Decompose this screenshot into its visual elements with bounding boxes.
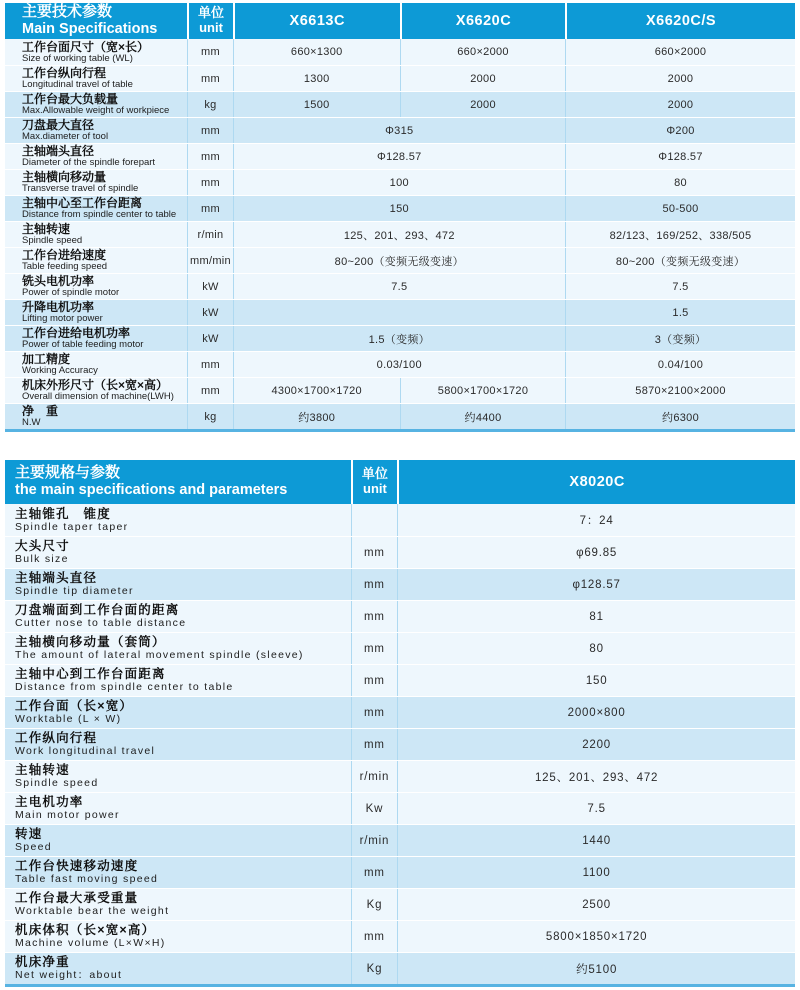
spec-label-en: Speed (15, 841, 52, 853)
unit-cell: r/min (187, 222, 232, 247)
unit-cell: mm (187, 39, 232, 65)
unit-cell: mm (351, 729, 398, 760)
spec-label (5, 697, 351, 728)
spec-label-en: Spindle speed (22, 235, 83, 247)
unit-cell: mm (187, 170, 232, 195)
value-cell-x8020c: 2500 (397, 889, 795, 920)
spec-label-cn: 工作台最大负载量 (22, 92, 119, 107)
value-cell-x8020c: 81 (397, 601, 795, 632)
spec-label-cn: 工作纵向行程 (15, 731, 98, 746)
spec-row (5, 403, 795, 429)
spec-row (5, 247, 795, 273)
spec-label-en: Diameter of the spindle forepart (22, 157, 156, 169)
spec-label-en: Bulk size (15, 553, 69, 565)
table1-title-cn: 主要技术参数 (22, 3, 113, 21)
parameters-table (5, 460, 795, 987)
unit-cell: mm (351, 633, 398, 664)
spec-row (5, 169, 795, 195)
value-cell-x6613c: 约3800 (233, 404, 400, 429)
table2-unit-header-cn: 单位 (361, 466, 388, 482)
spec-label-cn: 升降电机功率 (22, 300, 95, 315)
value-cell-x8020c: 1440 (397, 825, 795, 856)
spec-label-cn: 机床体积（长×宽×高） (15, 923, 156, 938)
value-cell-x6620cs: 80 (565, 170, 795, 195)
spec-row (5, 952, 795, 984)
table1-title (5, 3, 187, 39)
spec-row (5, 221, 795, 247)
spec-label (5, 196, 187, 221)
value-cell-x6620c: 2000 (400, 92, 565, 117)
value-cell-x8020c: 2200 (397, 729, 795, 760)
value-cell-x6613c-x6620c: 125、201、293、472 (233, 222, 566, 247)
spec-label-en: Machine volume (L×W×H) (15, 937, 166, 949)
column-header-x6620cs: X6620C/S (565, 3, 795, 39)
table2-body (5, 504, 795, 984)
spec-row (5, 325, 795, 351)
value-cell-x6620cs: 2000 (565, 66, 795, 91)
unit-cell: kW (187, 326, 232, 351)
spec-label (5, 92, 187, 117)
spec-label (5, 248, 187, 273)
unit-cell: Kg (351, 889, 398, 920)
value-cell-x8020c: φ128.57 (397, 569, 795, 600)
value-cell-x6620cs: 0.04/100 (565, 352, 795, 377)
spec-label-cn: 主轴端头直径 (15, 571, 98, 586)
spec-label (5, 825, 351, 856)
table2-unit-header-en: unit (363, 481, 387, 496)
unit-cell (351, 504, 398, 536)
value-cell-x6620cs: Φ128.57 (565, 144, 795, 169)
spec-label (5, 953, 351, 984)
spec-row (5, 792, 795, 824)
spec-row (5, 91, 795, 117)
value-cell-x6620cs: 2000 (565, 92, 795, 117)
spec-label-cn: 工作台进给电机功率 (22, 326, 131, 341)
value-cell-x8020c: 125、201、293、472 (397, 761, 795, 792)
spec-label-cn: 主轴转速 (22, 222, 71, 237)
spec-label-en: Net weight：about (15, 969, 123, 981)
column-header-x6620c: X6620C (400, 3, 565, 39)
unit-cell: mm (351, 665, 398, 696)
spec-label-en: Cutter nose to table distance (15, 617, 187, 629)
spec-label-cn: 主轴转速 (15, 763, 70, 778)
value-cell-x8020c: 约5100 (397, 953, 795, 984)
spec-label (5, 665, 351, 696)
spec-label (5, 857, 351, 888)
spec-label-en: Spindle speed (15, 777, 99, 789)
spec-label (5, 404, 187, 429)
spec-label-en: Distance from spindle center to table (22, 209, 177, 221)
spec-label-en: Longitudinal travel of table (22, 79, 133, 91)
unit-cell: mm (351, 697, 398, 728)
unit-cell: Kw (351, 793, 398, 824)
spec-label-cn: 工作台面（长×宽） (15, 699, 134, 714)
value-cell-x6613c-x6620c: 150 (233, 196, 566, 221)
table1-unit-header (187, 3, 232, 39)
spec-row (5, 856, 795, 888)
value-cell-x6613c-x6620c: Φ128.57 (233, 144, 566, 169)
spec-label-en: Table feeding speed (22, 261, 108, 273)
value-cell-x6620cs: 80~200（变频无级变速） (565, 248, 795, 273)
spec-label-en: Power of table feeding motor (22, 339, 144, 351)
spec-label-cn: 转速 (15, 827, 43, 842)
value-cell-x8020c: 150 (397, 665, 795, 696)
value-cell-x6620c: 5800×1700×1720 (400, 378, 565, 403)
spec-row (5, 65, 795, 91)
spec-label-en: Max.diameter of tool (22, 131, 109, 143)
value-cell-x6613c-x6620c: 1.5（变频） (233, 326, 566, 351)
value-cell-x6613c-x6620c: 0.03/100 (233, 352, 566, 377)
spec-label-en: Worktable (L × W) (15, 713, 122, 725)
unit-cell: mm (187, 144, 232, 169)
spec-label-en: N.W (22, 417, 41, 429)
table2-title (5, 460, 351, 504)
value-cell-x8020c: 80 (397, 633, 795, 664)
unit-cell: mm (351, 857, 398, 888)
spec-label (5, 118, 187, 143)
spec-row (5, 600, 795, 632)
value-cell-x6620cs: 3（变频） (565, 326, 795, 351)
value-cell-x6613c: 1500 (233, 92, 400, 117)
spec-row (5, 696, 795, 728)
spec-label-cn: 主电机功率 (15, 795, 84, 810)
spec-row (5, 760, 795, 792)
table2-title-en: the main specifications and parameters (15, 482, 288, 499)
value-cell-x6613c-x6620c: Φ315 (233, 118, 566, 143)
unit-cell: r/min (351, 761, 398, 792)
spec-label (5, 504, 351, 536)
spec-label-en: Spindle tip diameter (15, 585, 134, 597)
value-cell-x6620cs: 82/123、169/252、338/505 (565, 222, 795, 247)
spec-label (5, 793, 351, 824)
table1-unit-header-cn: 单位 (197, 5, 224, 21)
spec-label-en: Overall dimension of machine(LWH) (22, 391, 174, 403)
spec-row (5, 504, 795, 536)
spec-label-en: Spindle taper taper (15, 520, 129, 533)
spec-label-en: Work longitudinal travel (15, 745, 156, 757)
unit-cell: r/min (351, 825, 398, 856)
spec-label-cn: 工作台面尺寸（宽×长） (22, 39, 150, 54)
spec-label-cn: 工作台最大承受重量 (15, 891, 139, 906)
table1-unit-header-en: unit (199, 20, 223, 35)
spec-label-cn: 刀盘端面到工作台面的距离 (15, 603, 180, 618)
spec-label (5, 633, 351, 664)
value-cell-x8020c: 7.5 (397, 793, 795, 824)
spec-row (5, 299, 795, 325)
spec-row (5, 195, 795, 221)
value-cell-x8020c: φ69.85 (397, 537, 795, 568)
value-cell-x8020c: 7：24 (397, 504, 795, 536)
unit-cell: mm/min (187, 248, 232, 273)
value-cell-x6613c: 4300×1700×1720 (233, 378, 400, 403)
column-header-x8020c: X8020C (397, 460, 795, 504)
spec-label (5, 378, 187, 403)
spec-label-cn: 主轴锥孔 锥度 (15, 506, 111, 521)
spec-row (5, 273, 795, 299)
spec-label (5, 300, 187, 325)
value-cell-x6620cs: 1.5 (565, 300, 795, 325)
spec-label (5, 537, 351, 568)
spec-label-en: The amount of lateral movement spindle (sleeve) (15, 649, 304, 661)
spec-label-en: Power of spindle motor (22, 287, 120, 299)
spec-label (5, 352, 187, 377)
spec-label-cn: 主轴横向移动量 (22, 170, 107, 185)
spec-label-cn: 工作台进给速度 (22, 248, 107, 263)
spec-label (5, 326, 187, 351)
spec-label (5, 144, 187, 169)
value-cell-x6620cs: 50-500 (565, 196, 795, 221)
spec-row (5, 824, 795, 856)
spec-row (5, 728, 795, 760)
column-header-x6613c: X6613C (233, 3, 400, 39)
spec-label (5, 66, 187, 91)
spec-label (5, 729, 351, 760)
spec-label-en: Distance from spindle center to table (15, 681, 234, 693)
unit-cell: kg (187, 404, 232, 429)
spec-row (5, 39, 795, 65)
value-cell-x8020c: 5800×1850×1720 (397, 921, 795, 952)
spec-label (5, 222, 187, 247)
spec-row (5, 117, 795, 143)
spec-label-en: Max.Allowable weight of workpiece (22, 105, 170, 117)
value-cell-x6613c: 1300 (233, 66, 400, 91)
unit-cell: mm (187, 196, 232, 221)
spec-label-cn: 主轴中心至工作台距离 (22, 196, 143, 211)
spec-label (5, 170, 187, 195)
spec-label (5, 39, 187, 65)
value-cell-x6620cs: 660×2000 (565, 39, 795, 65)
spec-label-cn: 机床净重 (15, 955, 70, 970)
unit-cell: mm (351, 601, 398, 632)
spec-label-cn: 工作台纵向行程 (22, 66, 107, 81)
value-cell-x6620cs: 约6300 (565, 404, 795, 429)
spec-label (5, 889, 351, 920)
spec-row (5, 377, 795, 403)
value-cell-x6613c-x6620c: 7.5 (233, 274, 566, 299)
value-cell-x6620c: 2000 (400, 66, 565, 91)
spec-label-cn: 铣头电机功率 (22, 274, 95, 289)
unit-cell: mm (187, 378, 232, 403)
value-cell-x6613c: 660×1300 (233, 39, 400, 65)
spec-label-cn: 机床外形尺寸（长×宽×高） (22, 378, 169, 393)
unit-cell: mm (187, 118, 232, 143)
table1-body (5, 39, 795, 429)
spec-row (5, 568, 795, 600)
value-cell-x6620cs: Φ200 (565, 118, 795, 143)
spec-label-cn: 净 重 (22, 404, 59, 419)
spec-label (5, 274, 187, 299)
spec-label (5, 601, 351, 632)
value-cell-x6613c-x6620c: 80~200（变频无级变速） (233, 248, 566, 273)
spec-label-cn: 加工精度 (22, 352, 71, 367)
spec-label-cn: 大头尺寸 (15, 539, 70, 554)
spec-label (5, 761, 351, 792)
spec-label-cn: 主轴横向移动量（套筒） (15, 635, 166, 650)
table2-header-row (5, 460, 795, 504)
value-cell-x6620cs: 7.5 (565, 274, 795, 299)
table2-title-cn: 主要规格与参数 (15, 464, 121, 482)
spec-label-cn: 主轴端头直径 (22, 144, 95, 159)
unit-cell: Kg (351, 953, 398, 984)
spec-label-en: Table fast moving speed (15, 873, 159, 885)
spec-row (5, 143, 795, 169)
spec-label-en: Size of working table (WL) (22, 52, 133, 64)
spec-row (5, 632, 795, 664)
spec-label-cn: 刀盘最大直径 (22, 118, 95, 133)
spec-row (5, 536, 795, 568)
unit-cell: kW (187, 274, 232, 299)
unit-cell: mm (351, 921, 398, 952)
value-cell-x8020c: 1100 (397, 857, 795, 888)
main-specifications-table (5, 3, 795, 432)
table1-title-en: Main Specifications (22, 21, 158, 38)
spec-row (5, 920, 795, 952)
spec-label-cn: 工作台快速移动速度 (15, 859, 139, 874)
spec-row (5, 888, 795, 920)
spec-label-en: Transverse travel of spindle (22, 183, 139, 195)
value-cell-x6613c-x6620c: 100 (233, 170, 566, 195)
spec-label-en: Working Accuracy (22, 365, 98, 377)
spec-label-cn: 主轴中心到工作台面距离 (15, 667, 166, 682)
table1-header-row (5, 3, 795, 39)
spec-label-en: Lifting motor power (22, 313, 103, 325)
spec-label-en: Worktable bear the weight (15, 905, 170, 917)
unit-cell: kW (187, 300, 232, 325)
unit-cell: mm (351, 537, 398, 568)
unit-cell: kg (187, 92, 232, 117)
spec-label (5, 921, 351, 952)
spec-label-en: Main motor power (15, 809, 120, 821)
value-cell-x6620c: 660×2000 (400, 39, 565, 65)
spec-label (5, 569, 351, 600)
value-cell-x8020c: 2000×800 (397, 697, 795, 728)
table2-unit-header (351, 460, 398, 504)
spec-row (5, 664, 795, 696)
unit-cell: mm (351, 569, 398, 600)
unit-cell: mm (187, 66, 232, 91)
unit-cell: mm (187, 352, 232, 377)
spec-row (5, 351, 795, 377)
value-cell-x6620cs: 5870×2100×2000 (565, 378, 795, 403)
value-cell-x6620c: 约4400 (400, 404, 565, 429)
value-cell-x6613c-x6620c (233, 300, 566, 325)
